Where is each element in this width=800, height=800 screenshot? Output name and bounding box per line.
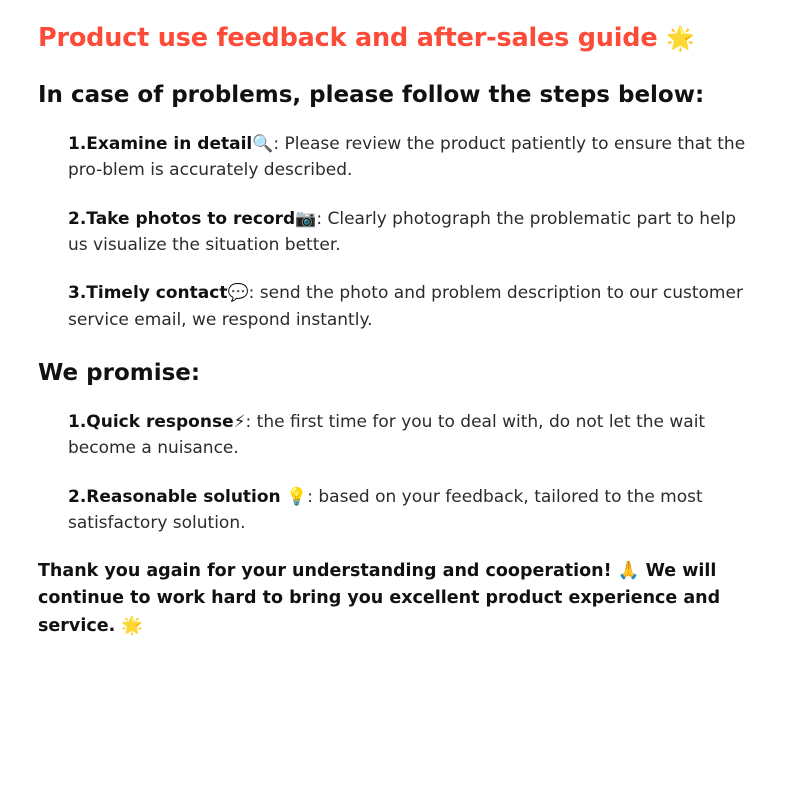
step-body: : send the photo and problem description to our customer service email, we respond instantly. — [68, 283, 743, 330]
promise-quick-response — [68, 409, 760, 462]
step-body: : Clearly photograph the problematic part to help us visualize the situation better. — [68, 208, 737, 256]
closing-paragraph — [38, 558, 754, 639]
step-body: : Please review the product patiently to ensure that the pro-blem is accurately described. — [68, 134, 746, 181]
closing-text-part2: We will continue to work hard to bring you excellent product experience and service. — [38, 561, 721, 636]
step-lead: 2.Take photos to record — [68, 208, 296, 229]
step-take-photos-to-record — [68, 206, 760, 259]
step-timely-contact — [68, 280, 760, 333]
page-title — [38, 22, 760, 55]
closing-text-part1: Thank you again for your understanding and cooperation! — [38, 561, 612, 582]
lightbulb-icon: 💡 — [286, 486, 308, 507]
camera-icon: 📷 — [295, 208, 317, 229]
step-lead: 1.Examine in detail — [68, 134, 253, 155]
promise-reasonable-solution — [68, 484, 760, 537]
step-examine-in-detail — [68, 131, 760, 184]
step-lead: 3.Timely contact — [68, 283, 228, 304]
star-icon: 🌟 — [121, 615, 144, 636]
page-title-text: Product use feedback and after-sales guide — [38, 23, 658, 53]
section-heading-problems: In case of problems, please follow the steps below: — [38, 82, 705, 109]
magnifier-icon: 🔍 — [252, 134, 274, 155]
lightning-icon: ⚡ — [233, 411, 246, 432]
star-icon: 🌟 — [666, 26, 695, 52]
speech-bubble-icon: 💬 — [227, 283, 249, 304]
step-body: : based on your feedback, tailored to the most satisfactory solution. — [68, 486, 703, 534]
step-lead: 2.Reasonable solution — [68, 486, 281, 507]
folded-hands-icon: 🙏 — [617, 561, 640, 582]
section-heading-promise: We promise: — [38, 360, 201, 387]
step-lead: 1.Quick response — [68, 411, 234, 432]
step-body: : the first time for you to deal with, do not let the wait become a nuisance. — [68, 411, 706, 459]
